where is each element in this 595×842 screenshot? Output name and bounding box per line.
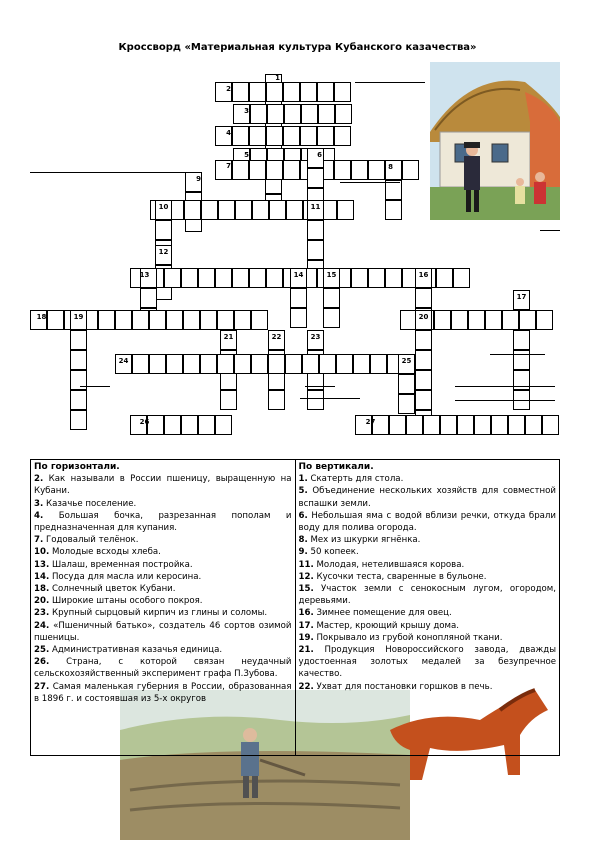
crossword-cell[interactable] bbox=[351, 160, 368, 180]
grid-rule-line bbox=[355, 82, 425, 83]
crossword-cell[interactable] bbox=[536, 310, 553, 330]
clue-text: Как называли в России пшеницу, выращенную на Кубани. bbox=[34, 474, 292, 497]
clue-number-label: 18 bbox=[36, 313, 47, 321]
clue-item bbox=[34, 571, 292, 583]
grid-rule-line bbox=[540, 230, 560, 231]
crossword-cell[interactable] bbox=[70, 370, 87, 390]
crossword-cell[interactable] bbox=[200, 354, 217, 374]
grid-rule-line bbox=[340, 182, 400, 183]
clue-text: Широкие штаны особого покроя. bbox=[51, 596, 203, 607]
grid-rule-line bbox=[455, 386, 555, 387]
clue-text: Кусочки теста, сваренные в бульоне. bbox=[316, 571, 487, 582]
clue-number-label: 24 bbox=[118, 357, 129, 365]
clue-item bbox=[299, 607, 557, 619]
crossword-cell[interactable] bbox=[268, 390, 285, 410]
crossword-cell[interactable] bbox=[385, 180, 402, 200]
clue-item bbox=[299, 485, 557, 509]
crossword-cell[interactable] bbox=[485, 310, 502, 330]
crossword-cell[interactable] bbox=[415, 330, 432, 350]
crossword-cell[interactable] bbox=[181, 268, 198, 288]
grid-rule-line bbox=[455, 400, 555, 401]
crossword-cell[interactable] bbox=[286, 200, 303, 220]
clue-text: Небольшая яма с водой вблизи речки, откуда брали воду для полива огорода. bbox=[298, 510, 557, 534]
crossword-cell[interactable] bbox=[353, 354, 370, 374]
clue-item bbox=[34, 510, 292, 534]
clue-item bbox=[299, 559, 557, 571]
crossword-cell[interactable] bbox=[415, 370, 432, 390]
clue-number: 11. bbox=[298, 559, 314, 570]
clue-number: 13. bbox=[34, 559, 50, 570]
crossword-cell[interactable] bbox=[220, 390, 237, 410]
crossword-cell[interactable] bbox=[474, 415, 491, 435]
clue-text: Продукция Новороссийского завода, дважды удостоенная золотых медалей за безупречное качество. bbox=[298, 645, 556, 680]
clue-number: 7. bbox=[34, 535, 44, 546]
clue-item bbox=[299, 534, 557, 546]
clue-number: 1. bbox=[298, 474, 308, 485]
clue-text: Крупный сырцовый кирпич из глины и соломы. bbox=[51, 608, 268, 619]
across-clues-column bbox=[31, 460, 296, 755]
clue-item bbox=[34, 473, 292, 497]
clue-number-label: 7 bbox=[226, 162, 231, 170]
clue-number: 17. bbox=[298, 620, 314, 631]
clue-text: Покрывало из грубой конопляной ткани. bbox=[316, 632, 503, 643]
crossword-cell[interactable] bbox=[200, 310, 217, 330]
clue-number-label: 3 bbox=[244, 107, 249, 115]
clue-number: 15. bbox=[298, 584, 314, 595]
crossword-cell[interactable] bbox=[215, 415, 232, 435]
clue-item bbox=[299, 546, 557, 558]
crossword-cell[interactable] bbox=[149, 354, 166, 374]
crossword-cell[interactable] bbox=[398, 374, 415, 394]
crossword-cell[interactable] bbox=[198, 415, 215, 435]
clue-number: 9. bbox=[298, 547, 308, 558]
clue-number: 4. bbox=[34, 510, 44, 521]
crossword-cell[interactable] bbox=[249, 268, 266, 288]
clue-text: Участок земли с сенокосным лугом, огородом, деревьями. bbox=[298, 584, 556, 607]
crossword-cell[interactable] bbox=[491, 415, 508, 435]
crossword-cell[interactable] bbox=[336, 354, 353, 374]
clue-number-label: 8 bbox=[388, 163, 393, 171]
crossword-cell[interactable] bbox=[166, 310, 183, 330]
crossword-cell[interactable] bbox=[115, 310, 132, 330]
crossword-cell[interactable] bbox=[164, 415, 181, 435]
crossword-cell[interactable] bbox=[440, 415, 457, 435]
crossword-cell[interactable] bbox=[307, 390, 324, 410]
clue-item bbox=[34, 607, 292, 619]
clue-item bbox=[34, 546, 292, 558]
clue-text: Молодая, нетелившаяся корова. bbox=[316, 559, 465, 570]
clue-item bbox=[34, 656, 292, 680]
crossword-cell[interactable] bbox=[183, 310, 200, 330]
crossword-cell[interactable] bbox=[140, 288, 157, 308]
crossword-cell[interactable] bbox=[415, 390, 432, 410]
clue-number: 12. bbox=[298, 571, 314, 582]
crossword-cell[interactable] bbox=[267, 104, 284, 124]
crossword-cell[interactable] bbox=[368, 268, 385, 288]
crossword-cell[interactable] bbox=[335, 104, 352, 124]
crossword-cell[interactable] bbox=[284, 104, 301, 124]
crossword-cell[interactable] bbox=[290, 288, 307, 308]
clue-item bbox=[299, 583, 557, 607]
clue-number: 10. bbox=[34, 547, 50, 558]
clue-item bbox=[299, 632, 557, 644]
crossword-cell[interactable] bbox=[217, 354, 234, 374]
crossword-cell[interactable] bbox=[334, 82, 351, 102]
crossword-cell[interactable] bbox=[434, 310, 451, 330]
crossword-cell[interactable] bbox=[337, 200, 354, 220]
clue-text: Мех из шкурки ягнёнка. bbox=[310, 535, 421, 546]
crossword-cell[interactable] bbox=[198, 268, 215, 288]
clue-item bbox=[299, 473, 557, 485]
crossword-cell[interactable] bbox=[301, 104, 318, 124]
clue-number: 19. bbox=[298, 632, 314, 643]
clue-number: 26. bbox=[34, 657, 50, 668]
crossword-cell[interactable] bbox=[251, 354, 268, 374]
clue-number-label: 22 bbox=[271, 333, 282, 341]
crossword-cell[interactable] bbox=[398, 394, 415, 414]
crossword-cell[interactable] bbox=[318, 104, 335, 124]
clue-item bbox=[299, 644, 557, 681]
crossword-cell[interactable] bbox=[235, 200, 252, 220]
clue-number: 2. bbox=[34, 474, 44, 485]
clue-number-label: 17 bbox=[516, 293, 527, 301]
crossword-cell[interactable] bbox=[183, 354, 200, 374]
crossword-cell[interactable] bbox=[70, 410, 87, 430]
crossword-cell[interactable] bbox=[542, 415, 559, 435]
crossword-cell[interactable] bbox=[319, 354, 336, 374]
crossword-cell[interactable] bbox=[307, 240, 324, 260]
clue-number: 23. bbox=[34, 608, 50, 619]
crossword-cell[interactable] bbox=[415, 288, 432, 308]
crossword-cell[interactable] bbox=[415, 350, 432, 370]
clue-text: Шалаш, временная постройка. bbox=[51, 559, 193, 570]
clue-number-label: 25 bbox=[401, 357, 412, 365]
clue-item bbox=[299, 510, 557, 534]
crossword-cell[interactable] bbox=[406, 415, 423, 435]
crossword-cell[interactable] bbox=[283, 160, 300, 180]
across-clue-list bbox=[34, 473, 292, 705]
clue-text: Мастер, кроющий крышу дома. bbox=[316, 620, 460, 631]
clue-item bbox=[34, 534, 292, 546]
clue-number-label: 6 bbox=[317, 151, 322, 159]
crossword-cell[interactable] bbox=[519, 310, 536, 330]
clue-number: 6. bbox=[298, 510, 308, 521]
clue-number: 8. bbox=[298, 535, 308, 546]
crossword-cell[interactable] bbox=[70, 390, 87, 410]
crossword-cell[interactable] bbox=[513, 330, 530, 350]
page-title: Кроссворд «Материальная культура Кубанского казачества» bbox=[118, 42, 477, 53]
clue-number-label: 4 bbox=[226, 129, 231, 137]
clue-text: Молодые всходы хлеба. bbox=[51, 547, 161, 558]
clue-number-label: 1 bbox=[275, 74, 280, 82]
crossword-cell[interactable] bbox=[285, 354, 302, 374]
crossword-cell[interactable] bbox=[249, 160, 266, 180]
clue-number: 16. bbox=[298, 608, 314, 619]
crossword-cell[interactable] bbox=[451, 310, 468, 330]
crossword-cell[interactable] bbox=[266, 126, 283, 146]
crossword-cell[interactable] bbox=[300, 126, 317, 146]
crossword-cell[interactable] bbox=[513, 350, 530, 370]
crossword-cell[interactable] bbox=[370, 354, 387, 374]
clue-number-label: 2 bbox=[226, 85, 231, 93]
clue-number-label: 9 bbox=[196, 175, 201, 183]
clue-number: 24. bbox=[34, 620, 50, 631]
down-clue-list bbox=[299, 473, 557, 693]
crossword-cell[interactable] bbox=[323, 288, 340, 308]
clue-number: 3. bbox=[34, 498, 44, 509]
crossword-cell[interactable] bbox=[70, 350, 87, 370]
clue-number: 21. bbox=[298, 645, 314, 656]
crossword-cell[interactable] bbox=[323, 308, 340, 328]
clue-number-label: 27 bbox=[365, 418, 376, 426]
crossword-cell[interactable] bbox=[234, 310, 251, 330]
clue-number-label: 23 bbox=[310, 333, 321, 341]
crossword-cell[interactable] bbox=[266, 160, 283, 180]
clue-number-label: 21 bbox=[223, 333, 234, 341]
clue-number-label: 10 bbox=[158, 203, 169, 211]
crossword-cell[interactable] bbox=[525, 415, 542, 435]
crossword-cell[interactable] bbox=[385, 268, 402, 288]
crossword-cell[interactable] bbox=[218, 200, 235, 220]
crossword-cell[interactable] bbox=[132, 310, 149, 330]
crossword-cell[interactable] bbox=[266, 82, 283, 102]
clue-text: «Пшеничный батько», создатель 46 сортов озимой пшеницы. bbox=[34, 620, 292, 643]
clue-text: Казачье поселение. bbox=[45, 498, 137, 509]
grid-rule-line bbox=[305, 386, 335, 387]
clue-number-label: 12 bbox=[158, 248, 169, 256]
crossword-cell[interactable] bbox=[268, 354, 285, 374]
crossword-cell[interactable] bbox=[251, 310, 268, 330]
crossword-cell[interactable] bbox=[266, 268, 283, 288]
crossword-cell[interactable] bbox=[269, 200, 286, 220]
crossword-cell[interactable] bbox=[217, 310, 234, 330]
clue-text: Страна, с которой связан неудачный сельскохозяйственный эксперимент графа П.Зубова. bbox=[34, 657, 292, 680]
clue-text: Солнечный цветок Кубани. bbox=[51, 584, 176, 595]
clue-text: Административная казачья единица. bbox=[51, 645, 223, 656]
crossword-cell[interactable] bbox=[302, 354, 319, 374]
crossword-cell[interactable] bbox=[307, 220, 324, 240]
crossword-cell[interactable] bbox=[166, 354, 183, 374]
grid-rule-line bbox=[490, 354, 545, 355]
down-heading: По вертикали. bbox=[298, 462, 374, 472]
crossword-cell[interactable] bbox=[155, 220, 172, 240]
clue-text: 50 копеек. bbox=[310, 547, 359, 558]
crossword-cell[interactable] bbox=[252, 200, 269, 220]
crossword-cell[interactable] bbox=[215, 268, 232, 288]
crossword-cell[interactable] bbox=[283, 82, 300, 102]
clue-item bbox=[34, 595, 292, 607]
crossword-cell[interactable] bbox=[290, 308, 307, 328]
crossword-cell[interactable] bbox=[334, 160, 351, 180]
cossack-hut-illustration bbox=[430, 62, 560, 220]
crossword-cell[interactable] bbox=[502, 310, 519, 330]
clue-number-label: 13 bbox=[139, 271, 150, 279]
clue-text: Большая бочка, разрезанная пополам и предназначенная для купания. bbox=[34, 510, 292, 534]
crossword-cell[interactable] bbox=[453, 268, 470, 288]
crossword-cell[interactable] bbox=[468, 310, 485, 330]
clue-text: Ухват для постановки горшков в печь. bbox=[316, 681, 493, 692]
crossword-cell[interactable] bbox=[232, 268, 249, 288]
clue-number: 20. bbox=[34, 596, 50, 607]
clue-item bbox=[34, 644, 292, 656]
crossword-cell[interactable] bbox=[184, 200, 201, 220]
crossword-cell[interactable] bbox=[300, 82, 317, 102]
crossword-cell[interactable] bbox=[423, 415, 440, 435]
clue-item bbox=[299, 620, 557, 632]
clue-item bbox=[299, 571, 557, 583]
clue-item bbox=[34, 620, 292, 644]
crossword-cell[interactable] bbox=[389, 415, 406, 435]
clue-text: Самая маленькая губерния в России, образованная в 1896 г. и состоявшая из 5-х округов bbox=[34, 681, 292, 704]
clue-number-label: 19 bbox=[73, 313, 84, 321]
crossword-cell[interactable] bbox=[457, 415, 474, 435]
across-heading: По горизонтали. bbox=[34, 462, 120, 472]
crossword-cell[interactable] bbox=[70, 330, 87, 350]
clue-number: 25. bbox=[34, 645, 50, 656]
clue-number: 22. bbox=[298, 681, 314, 692]
grid-rule-line bbox=[30, 172, 190, 173]
grid-rule-line bbox=[80, 386, 110, 387]
crossword-cell[interactable] bbox=[132, 354, 149, 374]
clue-number-label: 16 bbox=[418, 271, 429, 279]
clue-number-label: 20 bbox=[418, 313, 429, 321]
crossword-cell[interactable] bbox=[164, 268, 181, 288]
clue-item bbox=[299, 681, 557, 693]
clue-number-label: 15 bbox=[326, 271, 337, 279]
crossword-cell[interactable] bbox=[181, 415, 198, 435]
clue-number-label: 26 bbox=[139, 418, 150, 426]
clue-text: Годовалый телёнок. bbox=[45, 535, 139, 546]
crossword-cell[interactable] bbox=[234, 354, 251, 374]
clue-number: 18. bbox=[34, 584, 50, 595]
crossword-cell[interactable] bbox=[249, 82, 266, 102]
crossword-cell[interactable] bbox=[307, 168, 324, 188]
clue-number: 27. bbox=[34, 681, 50, 692]
crossword-cell[interactable] bbox=[98, 310, 115, 330]
crossword-cell[interactable] bbox=[317, 126, 334, 146]
down-clues-column bbox=[296, 460, 560, 755]
clue-number-label: 11 bbox=[310, 203, 321, 211]
clue-number-label: 14 bbox=[293, 271, 304, 279]
crossword-cell[interactable] bbox=[334, 126, 351, 146]
grid-rule-line bbox=[300, 398, 360, 399]
clue-number: 5. bbox=[298, 486, 308, 497]
clue-text: Скатерть для стола. bbox=[310, 474, 404, 485]
crossword-cell[interactable] bbox=[201, 200, 218, 220]
crossword-cell[interactable] bbox=[351, 268, 368, 288]
crossword-cell[interactable] bbox=[283, 126, 300, 146]
clues-table bbox=[30, 459, 560, 756]
crossword-cell[interactable] bbox=[402, 160, 419, 180]
clue-item bbox=[34, 583, 292, 595]
clue-text: Зимнее помещение для овец. bbox=[316, 608, 452, 619]
clue-text: Объединение нескольких хозяйств для совместной вспашки земли. bbox=[298, 486, 556, 509]
clue-number: 14. bbox=[34, 571, 50, 582]
clue-item bbox=[34, 681, 292, 705]
crossword-cell[interactable] bbox=[513, 370, 530, 390]
clue-text: Посуда для масла или керосина. bbox=[51, 571, 202, 582]
crossword-cell[interactable] bbox=[508, 415, 525, 435]
clue-item bbox=[34, 498, 292, 510]
crossword-cell[interactable] bbox=[249, 126, 266, 146]
crossword-cell[interactable] bbox=[436, 268, 453, 288]
crossword-cell[interactable] bbox=[385, 200, 402, 220]
crossword-cell[interactable] bbox=[317, 82, 334, 102]
crossword-cell[interactable] bbox=[149, 310, 166, 330]
clue-number-label: 5 bbox=[244, 151, 249, 159]
clue-item bbox=[34, 559, 292, 571]
